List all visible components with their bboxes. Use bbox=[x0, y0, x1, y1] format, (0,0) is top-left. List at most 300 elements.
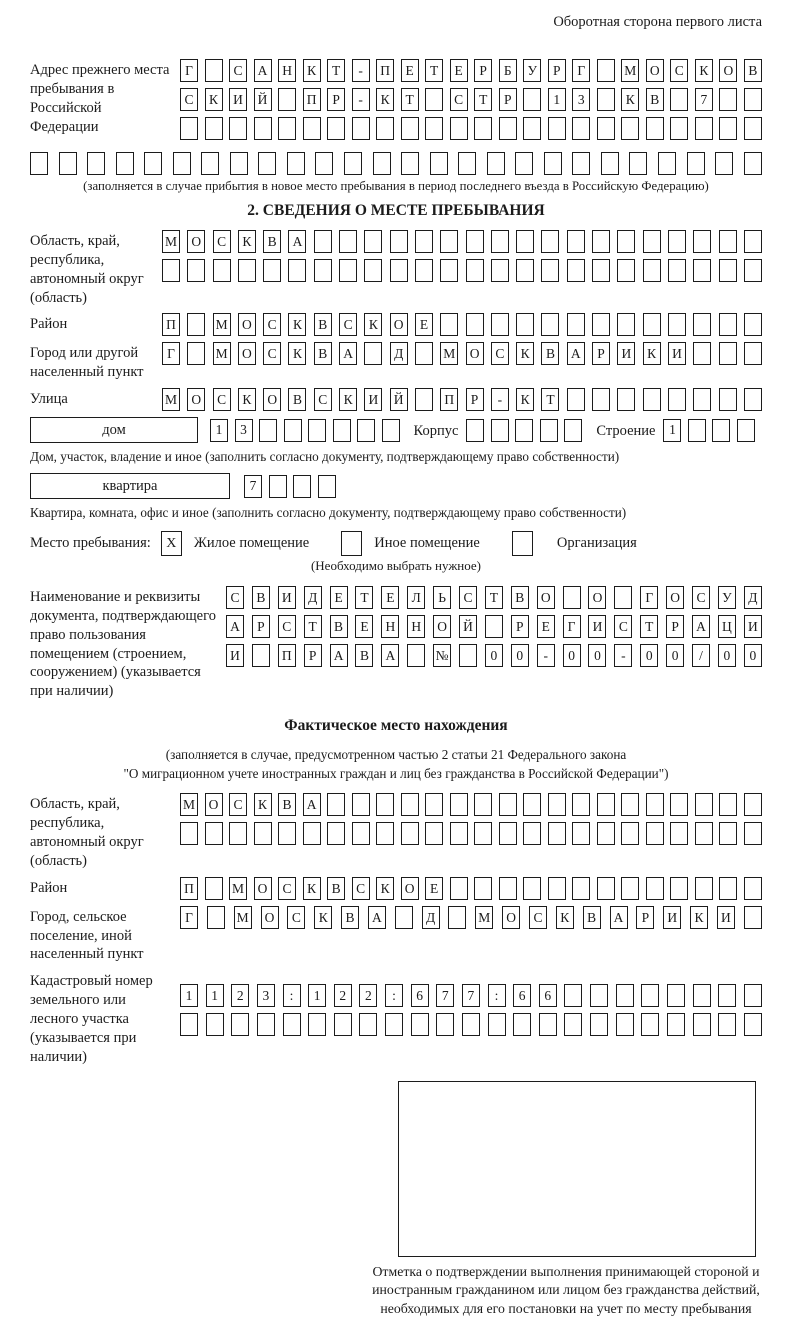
char-box[interactable] bbox=[744, 313, 762, 336]
char-box[interactable] bbox=[485, 615, 503, 638]
char-box[interactable] bbox=[668, 259, 686, 282]
char-box[interactable]: О bbox=[433, 615, 451, 638]
char-box[interactable]: К bbox=[254, 793, 272, 816]
char-box[interactable] bbox=[621, 877, 639, 900]
char-box[interactable] bbox=[668, 313, 686, 336]
char-box[interactable]: К bbox=[376, 88, 394, 111]
char-box[interactable]: С bbox=[314, 388, 332, 411]
char-box[interactable]: С bbox=[278, 877, 296, 900]
char-box[interactable]: 0 bbox=[563, 644, 581, 667]
char-box[interactable] bbox=[466, 419, 484, 442]
char-box[interactable] bbox=[744, 1013, 762, 1036]
char-box[interactable]: И bbox=[668, 342, 686, 365]
char-box[interactable] bbox=[352, 117, 370, 140]
char-box[interactable] bbox=[269, 475, 287, 498]
char-box[interactable] bbox=[564, 984, 582, 1007]
char-box[interactable] bbox=[523, 88, 541, 111]
char-box[interactable]: Ц bbox=[718, 615, 736, 638]
char-box[interactable]: И bbox=[717, 906, 735, 929]
char-box[interactable] bbox=[376, 793, 394, 816]
char-box[interactable]: С bbox=[180, 88, 198, 111]
char-box[interactable]: - bbox=[614, 644, 632, 667]
char-box[interactable]: Е bbox=[425, 877, 443, 900]
char-box[interactable] bbox=[744, 906, 762, 929]
char-box[interactable] bbox=[597, 877, 615, 900]
char-box[interactable]: 0 bbox=[666, 644, 684, 667]
char-box[interactable]: 2 bbox=[334, 984, 352, 1007]
char-box[interactable] bbox=[548, 822, 566, 845]
char-box[interactable]: К bbox=[516, 342, 534, 365]
char-box[interactable] bbox=[715, 152, 733, 175]
char-box[interactable] bbox=[564, 419, 582, 442]
char-box[interactable] bbox=[187, 342, 205, 365]
char-box[interactable]: Е bbox=[355, 615, 373, 638]
char-box[interactable]: Р bbox=[666, 615, 684, 638]
char-box[interactable] bbox=[364, 259, 382, 282]
char-box[interactable]: 7 bbox=[695, 88, 713, 111]
char-box[interactable]: - bbox=[352, 88, 370, 111]
char-box[interactable] bbox=[590, 984, 608, 1007]
char-box[interactable] bbox=[621, 117, 639, 140]
char-box[interactable]: К bbox=[695, 59, 713, 82]
char-box[interactable] bbox=[201, 152, 219, 175]
char-box[interactable] bbox=[327, 793, 345, 816]
char-box[interactable] bbox=[436, 1013, 454, 1036]
char-box[interactable] bbox=[616, 1013, 634, 1036]
char-box[interactable]: Р bbox=[636, 906, 654, 929]
char-box[interactable] bbox=[513, 1013, 531, 1036]
char-box[interactable]: М bbox=[229, 877, 247, 900]
checkbox-residential[interactable]: X bbox=[161, 531, 182, 556]
char-box[interactable]: А bbox=[303, 793, 321, 816]
char-box[interactable] bbox=[491, 419, 509, 442]
char-box[interactable] bbox=[744, 259, 762, 282]
char-box[interactable] bbox=[523, 117, 541, 140]
char-box[interactable] bbox=[254, 117, 272, 140]
char-box[interactable] bbox=[440, 259, 458, 282]
char-box[interactable] bbox=[646, 793, 664, 816]
char-box[interactable]: Р bbox=[511, 615, 529, 638]
char-box[interactable] bbox=[474, 877, 492, 900]
char-box[interactable] bbox=[646, 822, 664, 845]
char-box[interactable]: Б bbox=[499, 59, 517, 82]
char-box[interactable] bbox=[616, 984, 634, 1007]
char-box[interactable] bbox=[293, 475, 311, 498]
char-box[interactable] bbox=[597, 117, 615, 140]
char-box[interactable]: И bbox=[229, 88, 247, 111]
char-box[interactable] bbox=[450, 117, 468, 140]
char-box[interactable] bbox=[206, 1013, 224, 1036]
char-box[interactable]: Р bbox=[304, 644, 322, 667]
char-box[interactable]: Й bbox=[459, 615, 477, 638]
char-box[interactable] bbox=[238, 259, 256, 282]
char-box[interactable] bbox=[719, 259, 737, 282]
char-box[interactable]: В bbox=[583, 906, 601, 929]
char-box[interactable]: С bbox=[692, 586, 710, 609]
char-box[interactable]: Г bbox=[180, 906, 198, 929]
char-box[interactable] bbox=[693, 984, 711, 1007]
char-box[interactable]: О bbox=[238, 313, 256, 336]
char-box[interactable]: Е bbox=[415, 313, 433, 336]
char-box[interactable]: С bbox=[229, 59, 247, 82]
char-box[interactable]: 0 bbox=[588, 644, 606, 667]
char-box[interactable]: В bbox=[646, 88, 664, 111]
char-box[interactable] bbox=[693, 342, 711, 365]
char-box[interactable] bbox=[592, 259, 610, 282]
char-box[interactable] bbox=[390, 230, 408, 253]
char-box[interactable] bbox=[376, 117, 394, 140]
char-box[interactable]: О bbox=[205, 793, 223, 816]
char-box[interactable]: Н bbox=[278, 59, 296, 82]
char-box[interactable]: 0 bbox=[511, 644, 529, 667]
char-box[interactable] bbox=[230, 152, 248, 175]
char-box[interactable]: К bbox=[238, 230, 256, 253]
char-box[interactable]: А bbox=[254, 59, 272, 82]
char-box[interactable] bbox=[344, 152, 362, 175]
char-box[interactable] bbox=[173, 152, 191, 175]
char-box[interactable]: О bbox=[261, 906, 279, 929]
char-box[interactable] bbox=[448, 906, 466, 929]
char-box[interactable] bbox=[643, 259, 661, 282]
char-box[interactable] bbox=[252, 644, 270, 667]
char-box[interactable]: 0 bbox=[640, 644, 658, 667]
char-box[interactable] bbox=[395, 906, 413, 929]
char-box[interactable] bbox=[693, 388, 711, 411]
char-box[interactable]: О bbox=[401, 877, 419, 900]
char-box[interactable]: У bbox=[523, 59, 541, 82]
char-box[interactable]: С bbox=[614, 615, 632, 638]
char-box[interactable] bbox=[744, 984, 762, 1007]
char-box[interactable]: Н bbox=[381, 615, 399, 638]
char-box[interactable] bbox=[401, 822, 419, 845]
char-box[interactable] bbox=[592, 388, 610, 411]
char-box[interactable] bbox=[617, 313, 635, 336]
char-box[interactable]: К bbox=[288, 342, 306, 365]
char-box[interactable] bbox=[466, 230, 484, 253]
char-box[interactable] bbox=[287, 152, 305, 175]
char-box[interactable]: О bbox=[187, 388, 205, 411]
char-box[interactable]: - bbox=[537, 644, 555, 667]
char-box[interactable]: М bbox=[440, 342, 458, 365]
char-box[interactable]: О bbox=[719, 59, 737, 82]
char-box[interactable] bbox=[670, 822, 688, 845]
char-box[interactable]: П bbox=[162, 313, 180, 336]
char-box[interactable]: О bbox=[588, 586, 606, 609]
char-box[interactable]: : bbox=[488, 984, 506, 1007]
char-box[interactable]: В bbox=[288, 388, 306, 411]
char-box[interactable] bbox=[339, 259, 357, 282]
char-box[interactable]: 0 bbox=[485, 644, 503, 667]
char-box[interactable] bbox=[544, 152, 562, 175]
char-box[interactable] bbox=[474, 117, 492, 140]
char-box[interactable] bbox=[646, 877, 664, 900]
char-box[interactable] bbox=[231, 1013, 249, 1036]
char-box[interactable]: С bbox=[213, 230, 231, 253]
char-box[interactable]: С bbox=[278, 615, 296, 638]
char-box[interactable]: Т bbox=[474, 88, 492, 111]
char-box[interactable]: И bbox=[364, 388, 382, 411]
char-box[interactable]: О bbox=[263, 388, 281, 411]
char-box[interactable] bbox=[462, 1013, 480, 1036]
char-box[interactable] bbox=[617, 259, 635, 282]
char-box[interactable]: Т bbox=[541, 388, 559, 411]
char-box[interactable] bbox=[668, 230, 686, 253]
char-box[interactable]: К bbox=[339, 388, 357, 411]
char-box[interactable] bbox=[719, 877, 737, 900]
char-box[interactable] bbox=[695, 117, 713, 140]
char-box[interactable]: А bbox=[339, 342, 357, 365]
char-box[interactable] bbox=[466, 313, 484, 336]
char-box[interactable] bbox=[488, 1013, 506, 1036]
char-box[interactable]: 2 bbox=[231, 984, 249, 1007]
char-box[interactable]: Д bbox=[304, 586, 322, 609]
char-box[interactable]: Е bbox=[537, 615, 555, 638]
char-box[interactable]: А bbox=[330, 644, 348, 667]
char-box[interactable] bbox=[641, 1013, 659, 1036]
char-box[interactable]: 1 bbox=[548, 88, 566, 111]
char-box[interactable] bbox=[339, 230, 357, 253]
char-box[interactable] bbox=[641, 984, 659, 1007]
char-box[interactable]: К bbox=[621, 88, 639, 111]
char-box[interactable] bbox=[415, 259, 433, 282]
char-box[interactable] bbox=[670, 117, 688, 140]
char-box[interactable] bbox=[614, 586, 632, 609]
char-box[interactable] bbox=[597, 822, 615, 845]
char-box[interactable]: И bbox=[588, 615, 606, 638]
char-box[interactable]: В bbox=[744, 59, 762, 82]
char-box[interactable]: / bbox=[692, 644, 710, 667]
char-box[interactable] bbox=[516, 259, 534, 282]
char-box[interactable]: Р bbox=[466, 388, 484, 411]
char-box[interactable] bbox=[539, 1013, 557, 1036]
char-box[interactable] bbox=[229, 117, 247, 140]
char-box[interactable] bbox=[352, 822, 370, 845]
char-box[interactable]: К bbox=[303, 877, 321, 900]
char-box[interactable] bbox=[315, 152, 333, 175]
char-box[interactable] bbox=[303, 117, 321, 140]
char-box[interactable]: Г bbox=[640, 586, 658, 609]
char-box[interactable]: 7 bbox=[462, 984, 480, 1007]
char-box[interactable] bbox=[364, 230, 382, 253]
char-box[interactable]: М bbox=[234, 906, 252, 929]
char-box[interactable]: О bbox=[238, 342, 256, 365]
char-box[interactable] bbox=[254, 822, 272, 845]
char-box[interactable] bbox=[744, 88, 762, 111]
char-box[interactable]: 1 bbox=[210, 419, 228, 442]
char-box[interactable] bbox=[491, 259, 509, 282]
char-box[interactable] bbox=[450, 793, 468, 816]
char-box[interactable] bbox=[617, 388, 635, 411]
char-box[interactable] bbox=[629, 152, 647, 175]
char-box[interactable]: 3 bbox=[257, 984, 275, 1007]
char-box[interactable]: Г bbox=[162, 342, 180, 365]
char-box[interactable]: Г bbox=[572, 59, 590, 82]
char-box[interactable] bbox=[719, 388, 737, 411]
char-box[interactable] bbox=[540, 419, 558, 442]
char-box[interactable] bbox=[643, 230, 661, 253]
char-box[interactable]: В bbox=[541, 342, 559, 365]
char-box[interactable]: С bbox=[229, 793, 247, 816]
char-box[interactable] bbox=[744, 342, 762, 365]
char-box[interactable]: Т bbox=[355, 586, 373, 609]
char-box[interactable]: № bbox=[433, 644, 451, 667]
char-box[interactable]: У bbox=[718, 586, 736, 609]
char-box[interactable]: О bbox=[254, 877, 272, 900]
char-box[interactable] bbox=[407, 644, 425, 667]
char-box[interactable]: К bbox=[288, 313, 306, 336]
char-box[interactable]: В bbox=[355, 644, 373, 667]
char-box[interactable] bbox=[693, 230, 711, 253]
char-box[interactable]: Р bbox=[499, 88, 517, 111]
char-box[interactable] bbox=[359, 1013, 377, 1036]
char-box[interactable] bbox=[719, 822, 737, 845]
char-box[interactable] bbox=[592, 313, 610, 336]
char-box[interactable]: 6 bbox=[539, 984, 557, 1007]
char-box[interactable]: М bbox=[213, 313, 231, 336]
char-box[interactable] bbox=[718, 1013, 736, 1036]
char-box[interactable]: И bbox=[663, 906, 681, 929]
char-box[interactable] bbox=[744, 388, 762, 411]
char-box[interactable] bbox=[643, 313, 661, 336]
char-box[interactable]: П bbox=[278, 644, 296, 667]
char-box[interactable]: 7 bbox=[244, 475, 262, 498]
char-box[interactable] bbox=[458, 152, 476, 175]
char-box[interactable] bbox=[87, 152, 105, 175]
char-box[interactable]: - bbox=[352, 59, 370, 82]
char-box[interactable] bbox=[670, 793, 688, 816]
char-box[interactable] bbox=[744, 117, 762, 140]
char-box[interactable] bbox=[658, 152, 676, 175]
char-box[interactable] bbox=[523, 877, 541, 900]
char-box[interactable]: М bbox=[475, 906, 493, 929]
char-box[interactable] bbox=[425, 117, 443, 140]
char-box[interactable] bbox=[357, 419, 375, 442]
char-box[interactable]: М bbox=[162, 230, 180, 253]
char-box[interactable] bbox=[382, 419, 400, 442]
char-box[interactable]: А bbox=[288, 230, 306, 253]
char-box[interactable]: С bbox=[263, 313, 281, 336]
char-box[interactable] bbox=[667, 1013, 685, 1036]
char-box[interactable] bbox=[572, 822, 590, 845]
char-box[interactable] bbox=[541, 230, 559, 253]
char-box[interactable] bbox=[621, 793, 639, 816]
char-box[interactable] bbox=[572, 117, 590, 140]
char-box[interactable] bbox=[466, 259, 484, 282]
char-box[interactable]: М bbox=[162, 388, 180, 411]
char-box[interactable] bbox=[567, 230, 585, 253]
char-box[interactable] bbox=[314, 230, 332, 253]
char-box[interactable]: В bbox=[263, 230, 281, 253]
char-box[interactable] bbox=[744, 793, 762, 816]
char-box[interactable]: Р bbox=[592, 342, 610, 365]
char-box[interactable] bbox=[499, 877, 517, 900]
char-box[interactable] bbox=[572, 793, 590, 816]
char-box[interactable]: А bbox=[692, 615, 710, 638]
char-box[interactable] bbox=[499, 793, 517, 816]
char-box[interactable] bbox=[597, 59, 615, 82]
char-box[interactable] bbox=[59, 152, 77, 175]
char-box[interactable]: Т bbox=[640, 615, 658, 638]
char-box[interactable] bbox=[572, 877, 590, 900]
char-box[interactable] bbox=[278, 88, 296, 111]
char-box[interactable] bbox=[30, 152, 48, 175]
char-box[interactable]: Г bbox=[180, 59, 198, 82]
char-box[interactable]: К bbox=[364, 313, 382, 336]
char-box[interactable] bbox=[450, 877, 468, 900]
char-box[interactable]: С bbox=[491, 342, 509, 365]
char-box[interactable] bbox=[491, 313, 509, 336]
char-box[interactable] bbox=[205, 822, 223, 845]
char-box[interactable] bbox=[617, 230, 635, 253]
char-box[interactable]: О bbox=[537, 586, 555, 609]
char-box[interactable] bbox=[515, 152, 533, 175]
char-box[interactable]: 6 bbox=[513, 984, 531, 1007]
char-box[interactable] bbox=[719, 793, 737, 816]
char-box[interactable]: Г bbox=[563, 615, 581, 638]
char-box[interactable]: П bbox=[376, 59, 394, 82]
char-box[interactable]: О bbox=[646, 59, 664, 82]
char-box[interactable]: С bbox=[213, 388, 231, 411]
char-box[interactable]: О bbox=[502, 906, 520, 929]
char-box[interactable] bbox=[491, 230, 509, 253]
char-box[interactable]: 3 bbox=[572, 88, 590, 111]
checkbox-organization[interactable] bbox=[512, 531, 533, 556]
char-box[interactable]: Й bbox=[254, 88, 272, 111]
char-box[interactable] bbox=[515, 419, 533, 442]
checkbox-other-premises[interactable] bbox=[341, 531, 362, 556]
char-box[interactable]: Т bbox=[485, 586, 503, 609]
char-box[interactable]: Д bbox=[390, 342, 408, 365]
char-box[interactable]: С bbox=[450, 88, 468, 111]
char-box[interactable]: А bbox=[368, 906, 386, 929]
char-box[interactable]: Й bbox=[390, 388, 408, 411]
char-box[interactable]: И bbox=[278, 586, 296, 609]
char-box[interactable] bbox=[548, 793, 566, 816]
char-box[interactable] bbox=[318, 475, 336, 498]
char-box[interactable] bbox=[213, 259, 231, 282]
char-box[interactable]: С bbox=[287, 906, 305, 929]
char-box[interactable]: Р bbox=[548, 59, 566, 82]
char-box[interactable]: В bbox=[278, 793, 296, 816]
char-box[interactable] bbox=[257, 1013, 275, 1036]
char-box[interactable] bbox=[621, 822, 639, 845]
char-box[interactable]: Е bbox=[381, 586, 399, 609]
char-box[interactable]: 0 bbox=[718, 644, 736, 667]
char-box[interactable] bbox=[288, 259, 306, 282]
char-box[interactable]: 0 bbox=[744, 644, 762, 667]
char-box[interactable] bbox=[284, 419, 302, 442]
char-box[interactable] bbox=[744, 877, 762, 900]
char-box[interactable] bbox=[719, 313, 737, 336]
char-box[interactable] bbox=[670, 877, 688, 900]
char-box[interactable]: : bbox=[385, 984, 403, 1007]
char-box[interactable] bbox=[687, 152, 705, 175]
char-box[interactable] bbox=[116, 152, 134, 175]
char-box[interactable]: А bbox=[381, 644, 399, 667]
char-box[interactable] bbox=[205, 59, 223, 82]
char-box[interactable] bbox=[401, 117, 419, 140]
char-box[interactable]: Т bbox=[304, 615, 322, 638]
char-box[interactable] bbox=[187, 313, 205, 336]
char-box[interactable] bbox=[744, 152, 762, 175]
char-box[interactable] bbox=[744, 822, 762, 845]
char-box[interactable] bbox=[415, 388, 433, 411]
char-box[interactable]: С bbox=[352, 877, 370, 900]
char-box[interactable] bbox=[308, 419, 326, 442]
char-box[interactable] bbox=[259, 419, 277, 442]
char-box[interactable]: В bbox=[330, 615, 348, 638]
char-box[interactable]: И bbox=[744, 615, 762, 638]
